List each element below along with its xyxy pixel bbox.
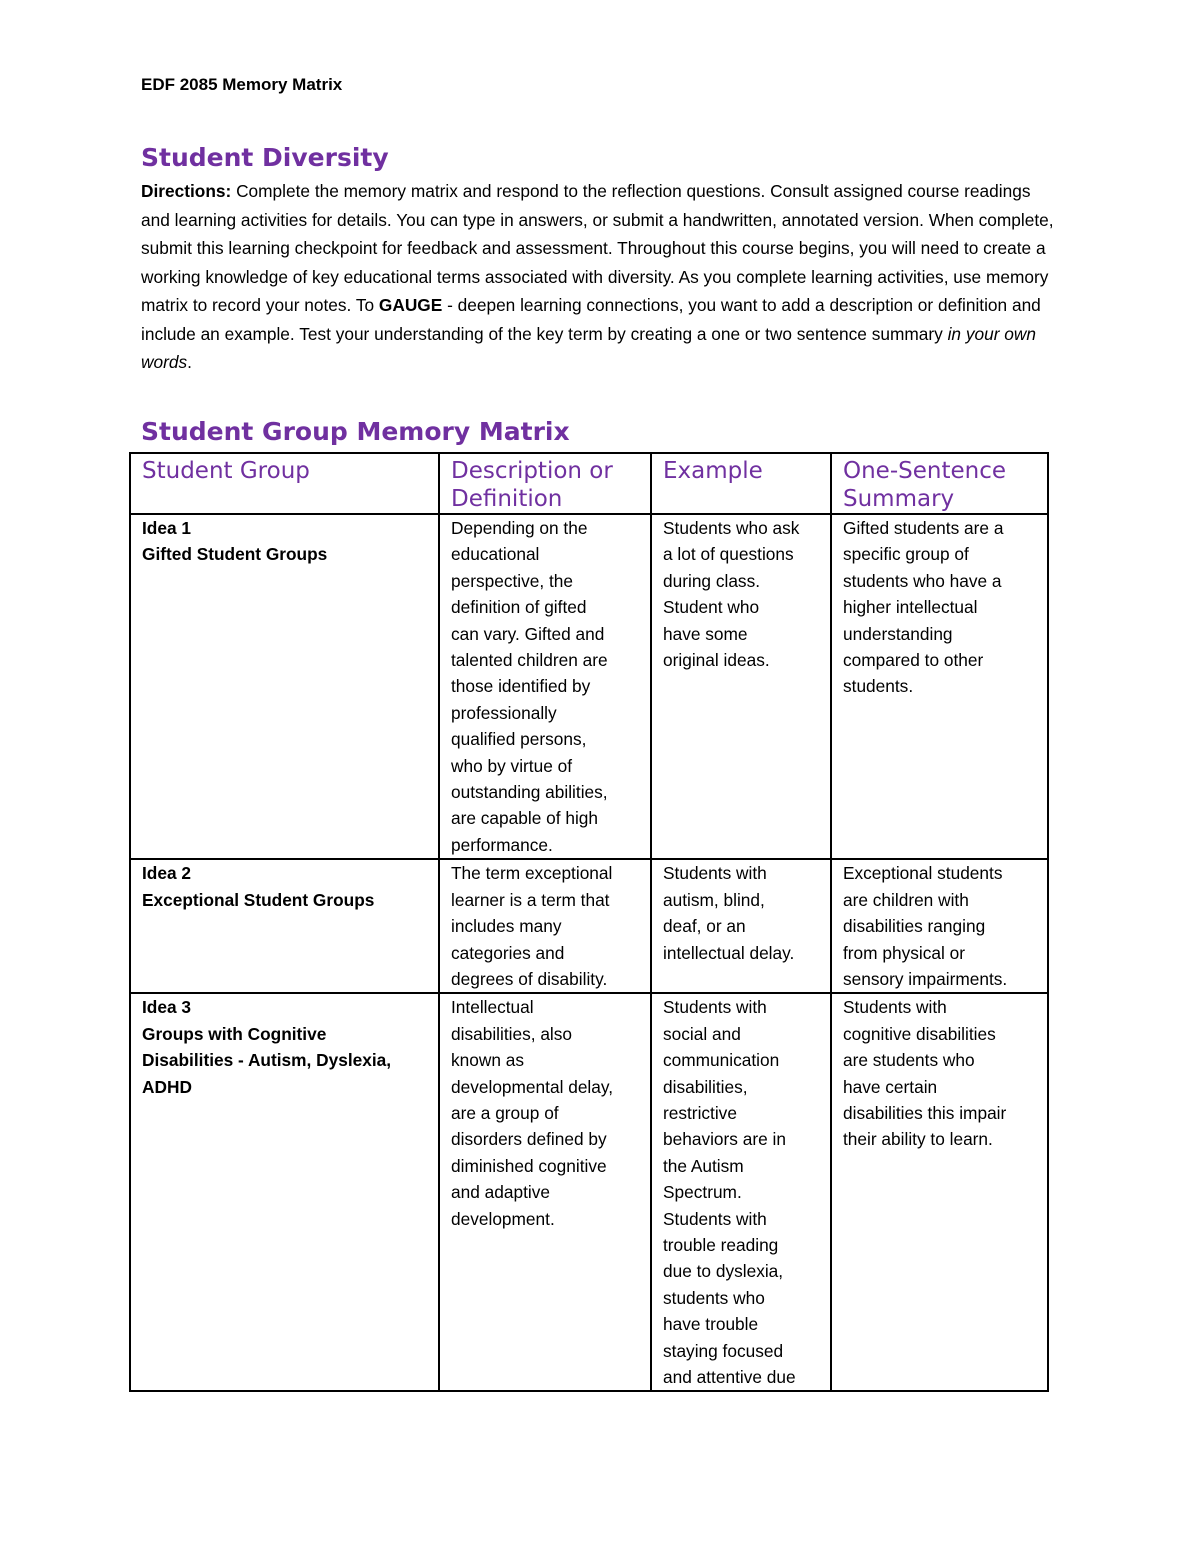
example-cell: Students who ask a lot of questions during class. Student who have some original ideas.: [651, 514, 831, 859]
group-name: Exceptional Student Groups: [142, 889, 375, 910]
group-cell: [130, 993, 439, 1391]
group-name: Gifted Student Groups: [142, 544, 328, 565]
directions-text-2: - deepen learning connections, you want to add a description or definition and include an example. Test your understanding of the key term by creating a one or two sentence summary: [141, 295, 1041, 344]
directions-end: .: [187, 352, 192, 372]
group-cell: [130, 859, 439, 993]
group-cell: [130, 514, 439, 859]
header-student-group: Student Group: [130, 453, 439, 514]
idea-label: Idea 3: [142, 997, 191, 1018]
summary-cell: Students with cognitive disabilities are students who have certain disabilities this impair their ability to learn.: [831, 993, 1048, 1391]
header-summary: One-Sentence Summary: [831, 453, 1048, 514]
summary-cell: Gifted students are a specific group of students who have a higher intellectual understanding compared to other students.: [831, 514, 1048, 859]
summary-cell: Exceptional students are children with disabilities ranging from physical or sensory impairments.: [831, 859, 1048, 993]
table-row: [130, 859, 1048, 993]
matrix-title: Student Group Memory Matrix: [141, 417, 570, 446]
description-cell: Depending on the educational perspective, the definition of gifted can vary. Gifted and talented children are those identified by professionally qualified persons, who by virtue of outstanding abilities, are capable of high performance.: [439, 514, 651, 859]
table-header-row: [130, 453, 1048, 514]
directions-text-1: Complete the memory matrix and respond to the reflection questions. Consult assigned course readings and learning activities for details. You can type in answers, or submit a handwritten, annotated version. When complete, submit this learning checkpoint for feedback and assessment. Throughout this course begins, you will need to create a working knowledge of key educational terms associated with diversity. As you complete learning activities, use memory matrix to record your notes. To: [141, 181, 1054, 315]
directions-italic: in your own words: [141, 323, 1036, 372]
idea-label: Idea 1: [142, 518, 191, 538]
table-row: [130, 514, 1048, 859]
idea-label: Idea 2: [142, 863, 191, 884]
example-cell: Students with autism, blind, deaf, or an intellectual delay.: [651, 859, 831, 993]
header-example: Example: [651, 453, 831, 514]
section-title: Student Diversity: [141, 143, 389, 172]
gauge-label: GAUGE: [378, 295, 443, 315]
directions-paragraph: [141, 177, 1056, 377]
table-row: [130, 993, 1048, 1391]
description-cell: The term exceptional learner is a term that includes many categories and degrees of disability.: [439, 859, 651, 993]
page-header: EDF 2085 Memory Matrix: [141, 75, 343, 94]
directions-label: Directions:: [141, 181, 232, 201]
group-name: Groups with Cognitive Disabilities - Autism, Dyslexia, ADHD: [142, 1023, 392, 1097]
header-description: Description or Definition: [439, 453, 651, 514]
example-cell: Students with social and communication disabilities, restrictive behaviors are in the Autism Spectrum. Students with trouble reading due to dyslexia, students who have trouble staying focused and attentive due: [651, 993, 831, 1391]
memory-matrix-table: [129, 452, 1049, 1392]
description-cell: Intellectual disabilities, also known as developmental delay, are a group of disorders defined by diminished cognitive and adaptive development.: [439, 993, 651, 1391]
